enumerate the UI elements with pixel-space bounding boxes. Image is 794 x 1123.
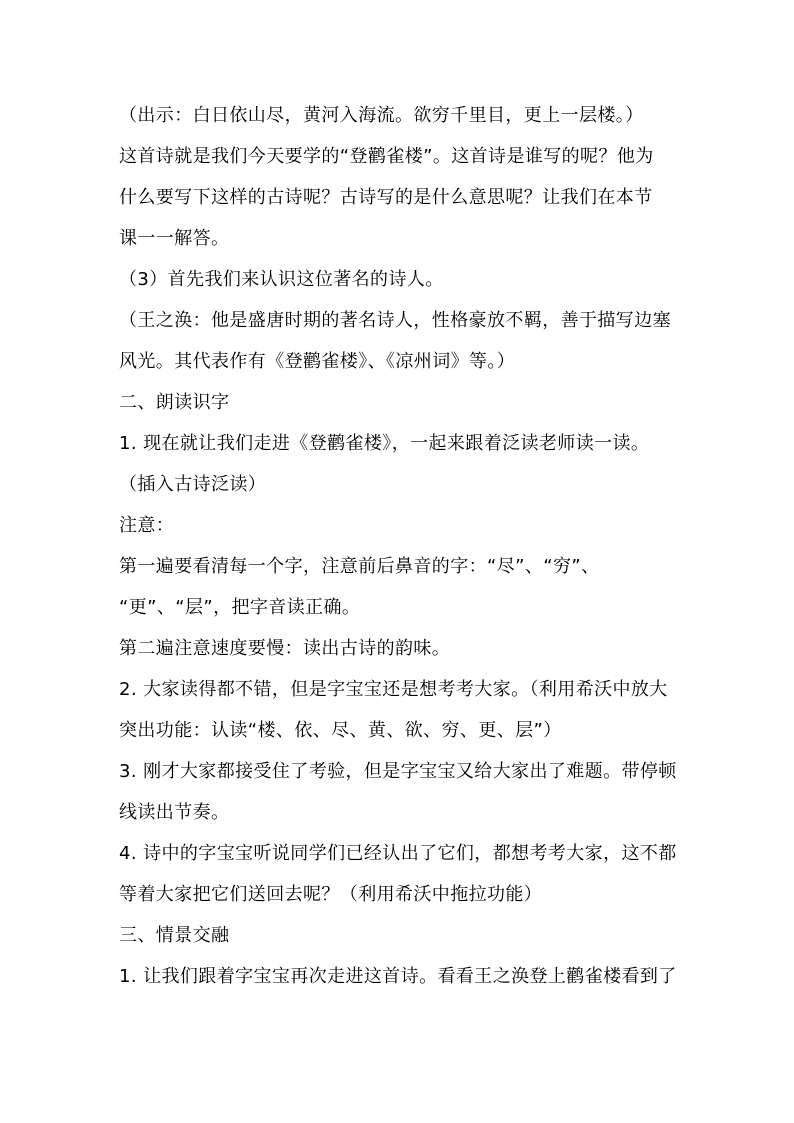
section-heading-3: 三、情景交融: [119, 925, 230, 946]
text-line-12: 第一遍要看清每一个字，注意前后鼻音的字：“尽”、“穷”、: [119, 556, 600, 577]
text-line-16: 突出功能：认读“楼、依、尽、黄、欲、穷、更、层”）: [119, 720, 562, 741]
section-heading-2: 二、朗读识字: [119, 392, 230, 413]
text-line-15: 2. 大家读得都不错，但是字宝宝还是想考考大家。（利用希沃中放大: [119, 679, 668, 700]
text-line-6: （王之涣：他是盛唐时期的著名诗人，性格豪放不羁，善于描写边塞: [119, 310, 671, 331]
text-line-22: 1. 让我们跟着字宝宝再次走进这首诗。看看王之涣登上鹳雀楼看到了: [119, 966, 677, 987]
text-line-20: 等着大家把它们送回去呢？（利用希沃中拖拉功能）: [119, 884, 543, 905]
text-line-17: 3. 刚才大家都接受住了考验，但是字宝宝又给大家出了难题。带停顿: [119, 761, 677, 782]
text-line-4: 课一一解答。: [119, 228, 230, 249]
text-line-1: （出示：白日依山尽，黄河入海流。欲穷千里目，更上一层楼。）: [119, 105, 644, 126]
text-line-10: （插入古诗泛读）: [119, 474, 267, 495]
text-line-5: （3）首先我们来认识这位著名的诗人。: [119, 269, 444, 290]
text-line-18: 线读出节奏。: [119, 802, 230, 823]
text-line-3: 什么要写下这样的古诗呢？古诗写的是什么意思呢？让我们在本节: [119, 187, 653, 208]
text-line-14: 第二遍注意速度要慢：读出古诗的韵味。: [119, 638, 451, 659]
text-line-7: 风光。其代表作有《登鹳雀楼》、《凉州词》等。）: [119, 351, 516, 372]
text-line-19: 4. 诗中的字宝宝听说同学们已经认出了它们，都想考考大家，这不都: [119, 843, 677, 864]
text-line-9: 1. 现在就让我们走进《登鹳雀楼》，一起来跟着泛读老师读一读。: [119, 433, 650, 454]
text-line-11: 注意：: [119, 515, 175, 536]
text-line-13: “更”、“层”，把字音读正确。: [119, 597, 361, 618]
text-line-2: 这首诗就是我们今天要学的“登鹳雀楼”。这首诗是谁写的呢？他为: [119, 146, 654, 167]
